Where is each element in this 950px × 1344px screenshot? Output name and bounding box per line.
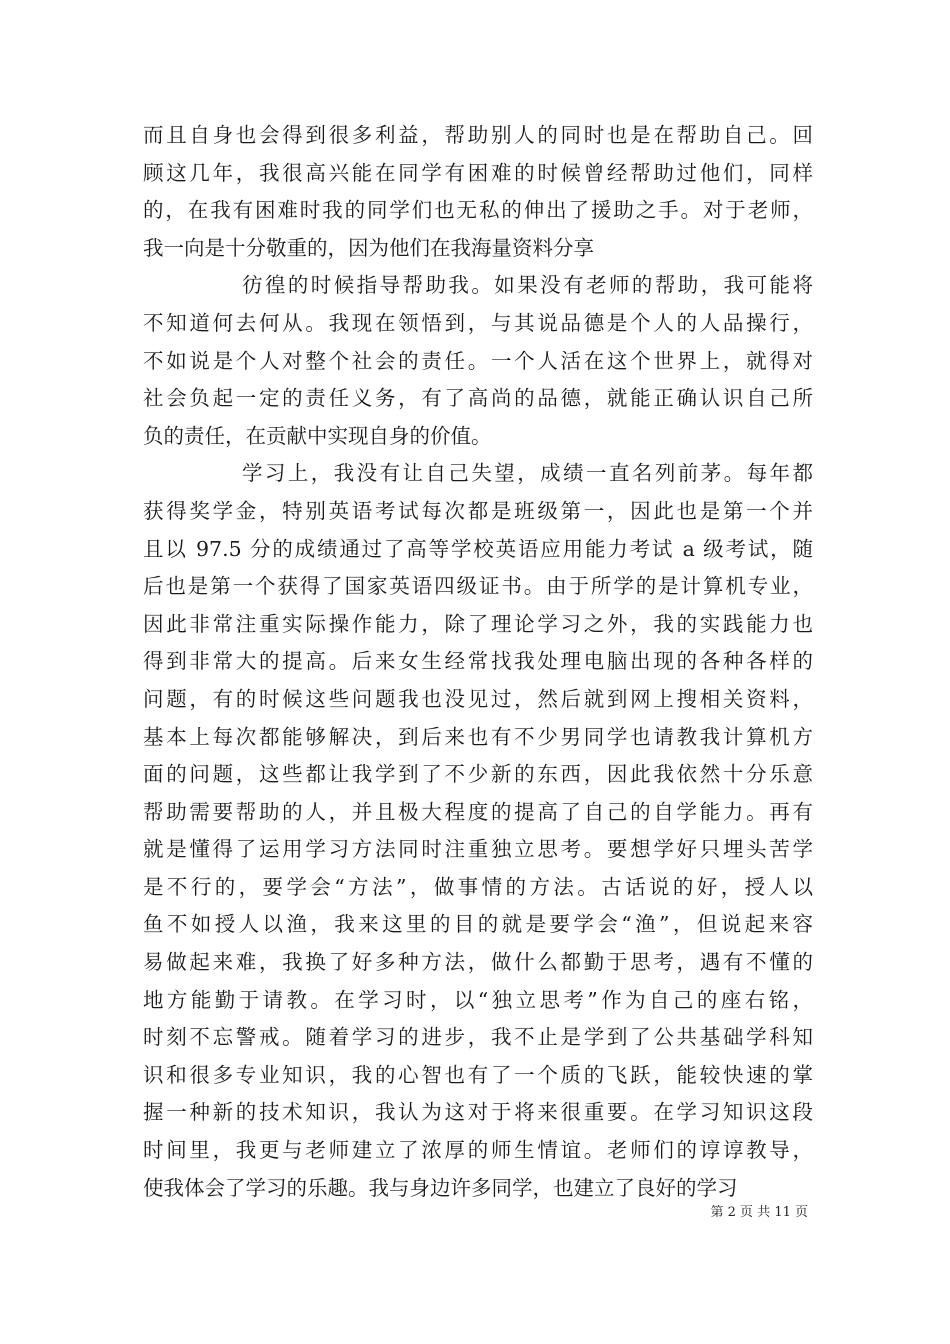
text-line: 易做起来难，我换了好多种方法，做什么都勤于思考，遇有不懂的 xyxy=(143,950,813,975)
text-line: 而且自身也会得到很多利益，帮助别人的同时也是在帮助自己。回 xyxy=(143,123,813,147)
body-text xyxy=(143,117,813,1207)
text-line: 识和很多专业知识，我的心智也有了一个质的飞跃，能较快速的掌 xyxy=(143,1062,813,1087)
text-line: 的，在我有困难时我的同学们也无私的伸出了援助之手。对于老师， xyxy=(143,198,813,223)
text-line: 得到非常大的提高。后来女生经常找我处理电脑出现的各种各样的 xyxy=(143,649,813,674)
paragraph xyxy=(143,455,813,1207)
text-line: 彷徨的时候指导帮助我。如果没有老师的帮助，我可能将 xyxy=(242,273,813,298)
text-line: 地方能勤于请教。在学习时，以“独立思考”作为自己的座右铭， xyxy=(143,987,813,1012)
text-line: 鱼不如授人以渔，我来这里的目的就是要学会“渔”，但说起来容 xyxy=(143,912,813,937)
text-line: 学习上，我没有让自己失望，成绩一直名列前茅。每年都 xyxy=(242,461,813,486)
text-line: 因此非常注重实际操作能力，除了理论学习之外，我的实践能力也 xyxy=(143,611,813,636)
paragraph xyxy=(143,267,813,455)
text-line: 不知道何去何从。我现在领悟到，与其说品德是个人的人品操行， xyxy=(143,310,813,335)
text-line: 社会负起一定的责任义务，有了高尚的品德，就能正确认识自己所 xyxy=(143,386,813,411)
text-line: 面的问题，这些都让我学到了不少新的东西，因此我依然十分乐意 xyxy=(143,762,813,787)
paragraph xyxy=(143,117,813,267)
page-footer: 第 2 页 共 11 页 xyxy=(710,1205,808,1220)
text-line: 基本上每次都能够解决，到后来也有不少男同学也请教我计算机方 xyxy=(143,724,813,749)
text-line: 不如说是个人对整个社会的责任。一个人活在这个世界上，就得对 xyxy=(143,348,813,373)
text-line: 后也是第一个获得了国家英语四级证书。由于所学的是计算机专业， xyxy=(143,574,813,599)
text-line: 顾这几年，我很高兴能在同学有困难的时候曾经帮助过他们，同样 xyxy=(143,160,813,185)
text-line: 帮助需要帮助的人，并且极大程度的提高了自己的自学能力。再有 xyxy=(143,799,813,824)
text-line: 使我体会了学习的乐趣。我与身边许多同学，也建立了良好的学习 xyxy=(143,1175,738,1200)
text-line: 我一向是十分敬重的，因为他们在我海量资料分享 xyxy=(143,235,594,260)
text-line: 负的责任，在贡献中实现自身的价值。 xyxy=(143,423,492,448)
text-line: 就是懂得了运用学习方法同时注重独立思考。要想学好只埋头苦学 xyxy=(143,837,813,862)
text-line: 问题，有的时候这些问题我也没见过，然后就到网上搜相关资料， xyxy=(143,686,813,711)
text-line: 是不行的，要学会“方法”，做事情的方法。古话说的好，授人以 xyxy=(143,874,813,899)
text-line: 时间里，我更与老师建立了浓厚的师生情谊。老师们的谆谆教导， xyxy=(143,1138,813,1163)
text-line: 握一种新的技术知识，我认为这对于将来很重要。在学习知识这段 xyxy=(143,1100,813,1125)
text-line: 获得奖学金，特别英语考试每次都是班级第一，因此也是第一个并 xyxy=(143,498,813,523)
text-line: 时刻不忘警戒。随着学习的进步，我不止是学到了公共基础学科知 xyxy=(143,1025,813,1050)
text-line: 且以 97.5 分的成绩通过了高等学校英语应用能力考试 a 级考试，随 xyxy=(143,536,813,561)
